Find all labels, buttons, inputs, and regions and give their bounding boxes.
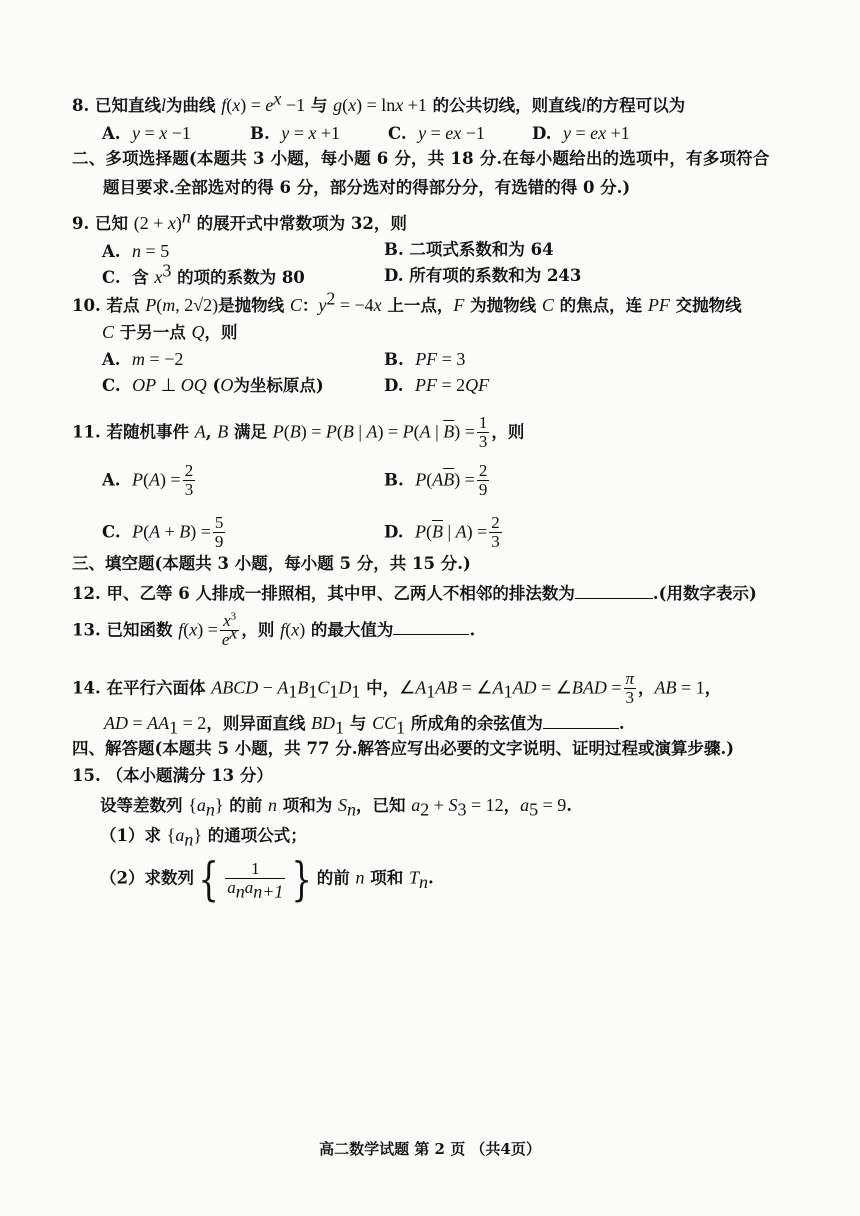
- section2-heading-line2: 题目要求.全部选对的得 6 分，部分选对的得部分分，有选错的得 0 分.): [103, 178, 631, 197]
- q11-option-c: C. P(A + B) = $\frac{5}{9}$: [102, 513, 224, 551]
- q8-option-a: A. y = x −1: [102, 123, 191, 143]
- q8-option-c: C. y = ex −1: [388, 123, 485, 143]
- q9-stem: 9. 已知 $(2 + x)^n$ 的展开式中常数项为 32，则: [72, 206, 407, 233]
- q15-title: 15. （本小题满分 13 分）: [72, 766, 273, 785]
- page-footer: 高二数学试题 第 2 页 （共4页）: [319, 1140, 541, 1158]
- q11-option-b: B. $P(A\overline{B})$ = $\frac{2}{9}$: [384, 461, 488, 499]
- q9-option-b: B. 二项式系数和为 64: [384, 240, 554, 259]
- q11-stem: 11. 若随机事件 A, B 满足 P(B) = P(B | A) = P(A | $\overline{B}$) = $\frac{1}{3}$ ，则: [72, 413, 525, 451]
- q15-part1: （1）求 $\{a_n\}$ 的通项公式；: [100, 825, 307, 850]
- section2-heading-line1: 二、多项选择题(本题共 3 小题，每小题 6 分，共 18 分.在每小题给出的选项中，有多项符合: [72, 149, 770, 168]
- q9-option-d: D. 所有项的系数和为 243: [384, 266, 582, 285]
- q13-answer-blank[interactable]: [393, 620, 469, 635]
- q10-stem: 10. 若点 P(m, 2√2)是抛物线 C：$y^2 = -4x$ 上一点，F 为抛物线 C 的焦点，连 PF 交抛物线: [72, 288, 742, 315]
- q9-option-a: A. n = 5: [102, 241, 170, 261]
- q8-option-d: D. y = ex +1: [532, 123, 630, 143]
- q14-answer-blank[interactable]: [543, 714, 619, 729]
- q15-stem: 设等差数列 $\{a_n\}$ 的前 n 项和为 $S_n$，已知 $a_2 + S_3 = 12$，$a_5 = 9$.: [100, 795, 572, 820]
- section3-heading: 三、填空题(本题共 3 小题，每小题 5 分，共 15 分.): [72, 554, 471, 573]
- q11-option-a: A. P(A) = $\frac{2}{3}$: [102, 461, 194, 499]
- q8-stem: 8. 已知直线l为曲线 $f(x) = e^x -1$ 与 g(x) = lnx +1 的公共切线，则直线l的方程可以为: [72, 88, 686, 115]
- q10-option-b: B. PF = 3: [384, 349, 466, 369]
- q10-option-a: A. m = −2: [102, 349, 184, 369]
- q12-stem: 12. 甲、乙等 6 人排成一排照相，其中甲、乙两人不相邻的排法数为 .(用数字表示): [72, 584, 757, 603]
- q9-option-c: C. 含 $x^3$ 的项的系数为 80: [102, 260, 305, 287]
- section4-heading: 四、解答题(本题共 5 小题，共 77 分.解答应写出必要的文字说明、证明过程或演算步骤.): [72, 739, 735, 758]
- q11-stem-fraction: $\frac{1}{3}$: [478, 413, 488, 451]
- q10-option-d: D. PF = 2QF: [384, 375, 490, 395]
- q14-stem-line2: AD = $AA_1 = 2$，则异面直线 $BD_1$ 与 $CC_1$ 所成角的余弦值为 .: [104, 713, 625, 738]
- q13-stem: 13. 已知函数 f(x) = $\frac{x^3}{e^x}$ ，则 f(x) 的最大值为 .: [72, 610, 476, 649]
- q10-stem-line2: C 于另一点 Q，则: [102, 322, 238, 342]
- q15-part2: （2）求数列{ $\frac{1}{a_na_{n+1}}$ } 的前 n 项和 $T_n$.: [100, 852, 434, 906]
- q12-answer-blank[interactable]: [575, 584, 653, 599]
- q14-stem-line1: 14. 在平行六面体 ABCD − $A_1B_1C_1D_1$ 中，$\angle A_1AB$ = $\angle A_1AD$ = ∠BAD = $\frac{\pi}{3}$ ，AB = 1，: [72, 669, 722, 707]
- q11-option-d: D. $P(\overline{B}$ | A) = $\frac{2}{3}$: [384, 513, 500, 551]
- q10-option-c: C. OP ⊥ OQ (O为坐标原点): [102, 375, 324, 395]
- q8-option-b: B. y = x +1: [250, 123, 340, 143]
